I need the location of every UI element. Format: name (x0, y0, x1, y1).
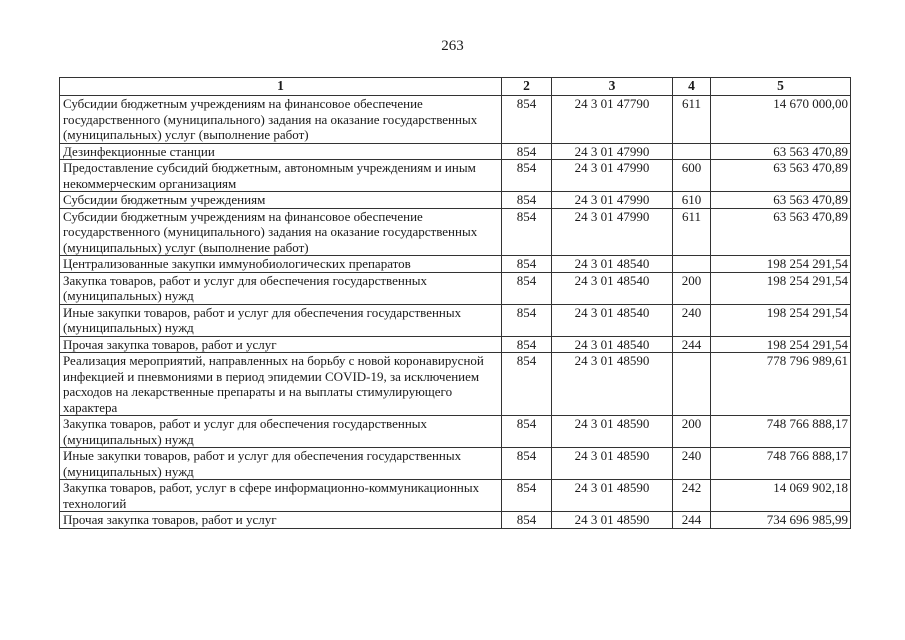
row-ved: 854 (502, 272, 552, 304)
row-sum: 734 696 985,99 (711, 512, 851, 529)
row-vr: 610 (673, 192, 711, 209)
row-ved: 854 (502, 353, 552, 416)
page-number: 263 (441, 38, 464, 54)
row-vr: 244 (673, 512, 711, 529)
header-col-5: 5 (711, 78, 851, 96)
row-ved: 854 (502, 512, 552, 529)
row-csr: 24 3 01 47790 (552, 96, 673, 144)
row-csr: 24 3 01 47990 (552, 143, 673, 160)
budget-table (59, 77, 851, 529)
row-csr: 24 3 01 48590 (552, 448, 673, 480)
row-csr: 24 3 01 48590 (552, 416, 673, 448)
table-row (60, 208, 851, 256)
table-row (60, 272, 851, 304)
row-csr: 24 3 01 47990 (552, 208, 673, 256)
row-sum: 748 766 888,17 (711, 448, 851, 480)
row-csr: 24 3 01 48590 (552, 353, 673, 416)
table-row (60, 192, 851, 209)
header-col-3: 3 (552, 78, 673, 96)
row-ved: 854 (502, 448, 552, 480)
row-vr (673, 256, 711, 273)
table-row (60, 353, 851, 416)
row-csr: 24 3 01 48540 (552, 272, 673, 304)
row-sum: 63 563 470,89 (711, 160, 851, 192)
row-ved: 854 (502, 192, 552, 209)
row-name: Закупка товаров, работ, услуг в сфере информационно-коммуникационных технологий (60, 480, 502, 512)
row-vr: 244 (673, 336, 711, 353)
row-sum: 63 563 470,89 (711, 192, 851, 209)
row-vr: 240 (673, 304, 711, 336)
row-sum: 63 563 470,89 (711, 143, 851, 160)
row-ved: 854 (502, 416, 552, 448)
row-csr: 24 3 01 48540 (552, 256, 673, 273)
row-name: Закупка товаров, работ и услуг для обеспечения государственных (муниципальных) нужд (60, 272, 502, 304)
row-ved: 854 (502, 143, 552, 160)
row-ved: 854 (502, 304, 552, 336)
row-sum: 748 766 888,17 (711, 416, 851, 448)
table-header-row (60, 78, 851, 96)
row-vr (673, 143, 711, 160)
row-vr: 200 (673, 416, 711, 448)
row-sum: 778 796 989,61 (711, 353, 851, 416)
table-row (60, 480, 851, 512)
table-row (60, 416, 851, 448)
table-row (60, 512, 851, 529)
row-csr: 24 3 01 47990 (552, 160, 673, 192)
row-ved: 854 (502, 256, 552, 273)
row-ved: 854 (502, 208, 552, 256)
row-name: Централизованные закупки иммунобиологических препаратов (60, 256, 502, 273)
row-csr: 24 3 01 48540 (552, 304, 673, 336)
table-row (60, 96, 851, 144)
row-csr: 24 3 01 48590 (552, 512, 673, 529)
row-sum: 14 069 902,18 (711, 480, 851, 512)
row-ved: 854 (502, 336, 552, 353)
row-name: Дезинфекционные станции (60, 143, 502, 160)
row-name: Предоставление субсидий бюджетным, автономным учреждениям и иным некоммерческим организациям (60, 160, 502, 192)
row-ved: 854 (502, 96, 552, 144)
row-name: Иные закупки товаров, работ и услуг для обеспечения государственных (муниципальных) нужд (60, 448, 502, 480)
row-vr: 200 (673, 272, 711, 304)
row-name: Субсидии бюджетным учреждениям на финансовое обеспечение государственного (муниципального) задания на оказание государственных (муниципальных) услуг (выполнение работ) (60, 96, 502, 144)
table-row (60, 256, 851, 273)
header-col-1: 1 (60, 78, 502, 96)
row-vr: 611 (673, 208, 711, 256)
row-vr: 600 (673, 160, 711, 192)
header-col-2: 2 (502, 78, 552, 96)
row-vr: 242 (673, 480, 711, 512)
table-row (60, 143, 851, 160)
row-sum: 198 254 291,54 (711, 336, 851, 353)
row-name: Прочая закупка товаров, работ и услуг (60, 512, 502, 529)
table-row (60, 448, 851, 480)
header-col-4: 4 (673, 78, 711, 96)
table-row (60, 336, 851, 353)
row-sum: 198 254 291,54 (711, 256, 851, 273)
table-row (60, 160, 851, 192)
row-name: Субсидии бюджетным учреждениям на финансовое обеспечение государственного (муниципального) задания на оказание государственных (муниципальных) услуг (выполнение работ) (60, 208, 502, 256)
row-sum: 63 563 470,89 (711, 208, 851, 256)
row-sum: 198 254 291,54 (711, 272, 851, 304)
row-ved: 854 (502, 480, 552, 512)
row-name: Субсидии бюджетным учреждениям (60, 192, 502, 209)
row-name: Закупка товаров, работ и услуг для обеспечения государственных (муниципальных) нужд (60, 416, 502, 448)
row-name: Прочая закупка товаров, работ и услуг (60, 336, 502, 353)
row-csr: 24 3 01 48590 (552, 480, 673, 512)
table-row (60, 304, 851, 336)
row-vr (673, 353, 711, 416)
row-name: Иные закупки товаров, работ и услуг для обеспечения государственных (муниципальных) нужд (60, 304, 502, 336)
row-name: Реализация мероприятий, направленных на борьбу с новой коронавирусной инфекцией и пневмониями в период эпидемии COVID-19, за исключением расходов на лекарственные препараты и на выплаты стимулирующего характера (60, 353, 502, 416)
row-vr: 611 (673, 96, 711, 144)
row-csr: 24 3 01 47990 (552, 192, 673, 209)
row-csr: 24 3 01 48540 (552, 336, 673, 353)
row-vr: 240 (673, 448, 711, 480)
row-ved: 854 (502, 160, 552, 192)
row-sum: 198 254 291,54 (711, 304, 851, 336)
row-sum: 14 670 000,00 (711, 96, 851, 144)
